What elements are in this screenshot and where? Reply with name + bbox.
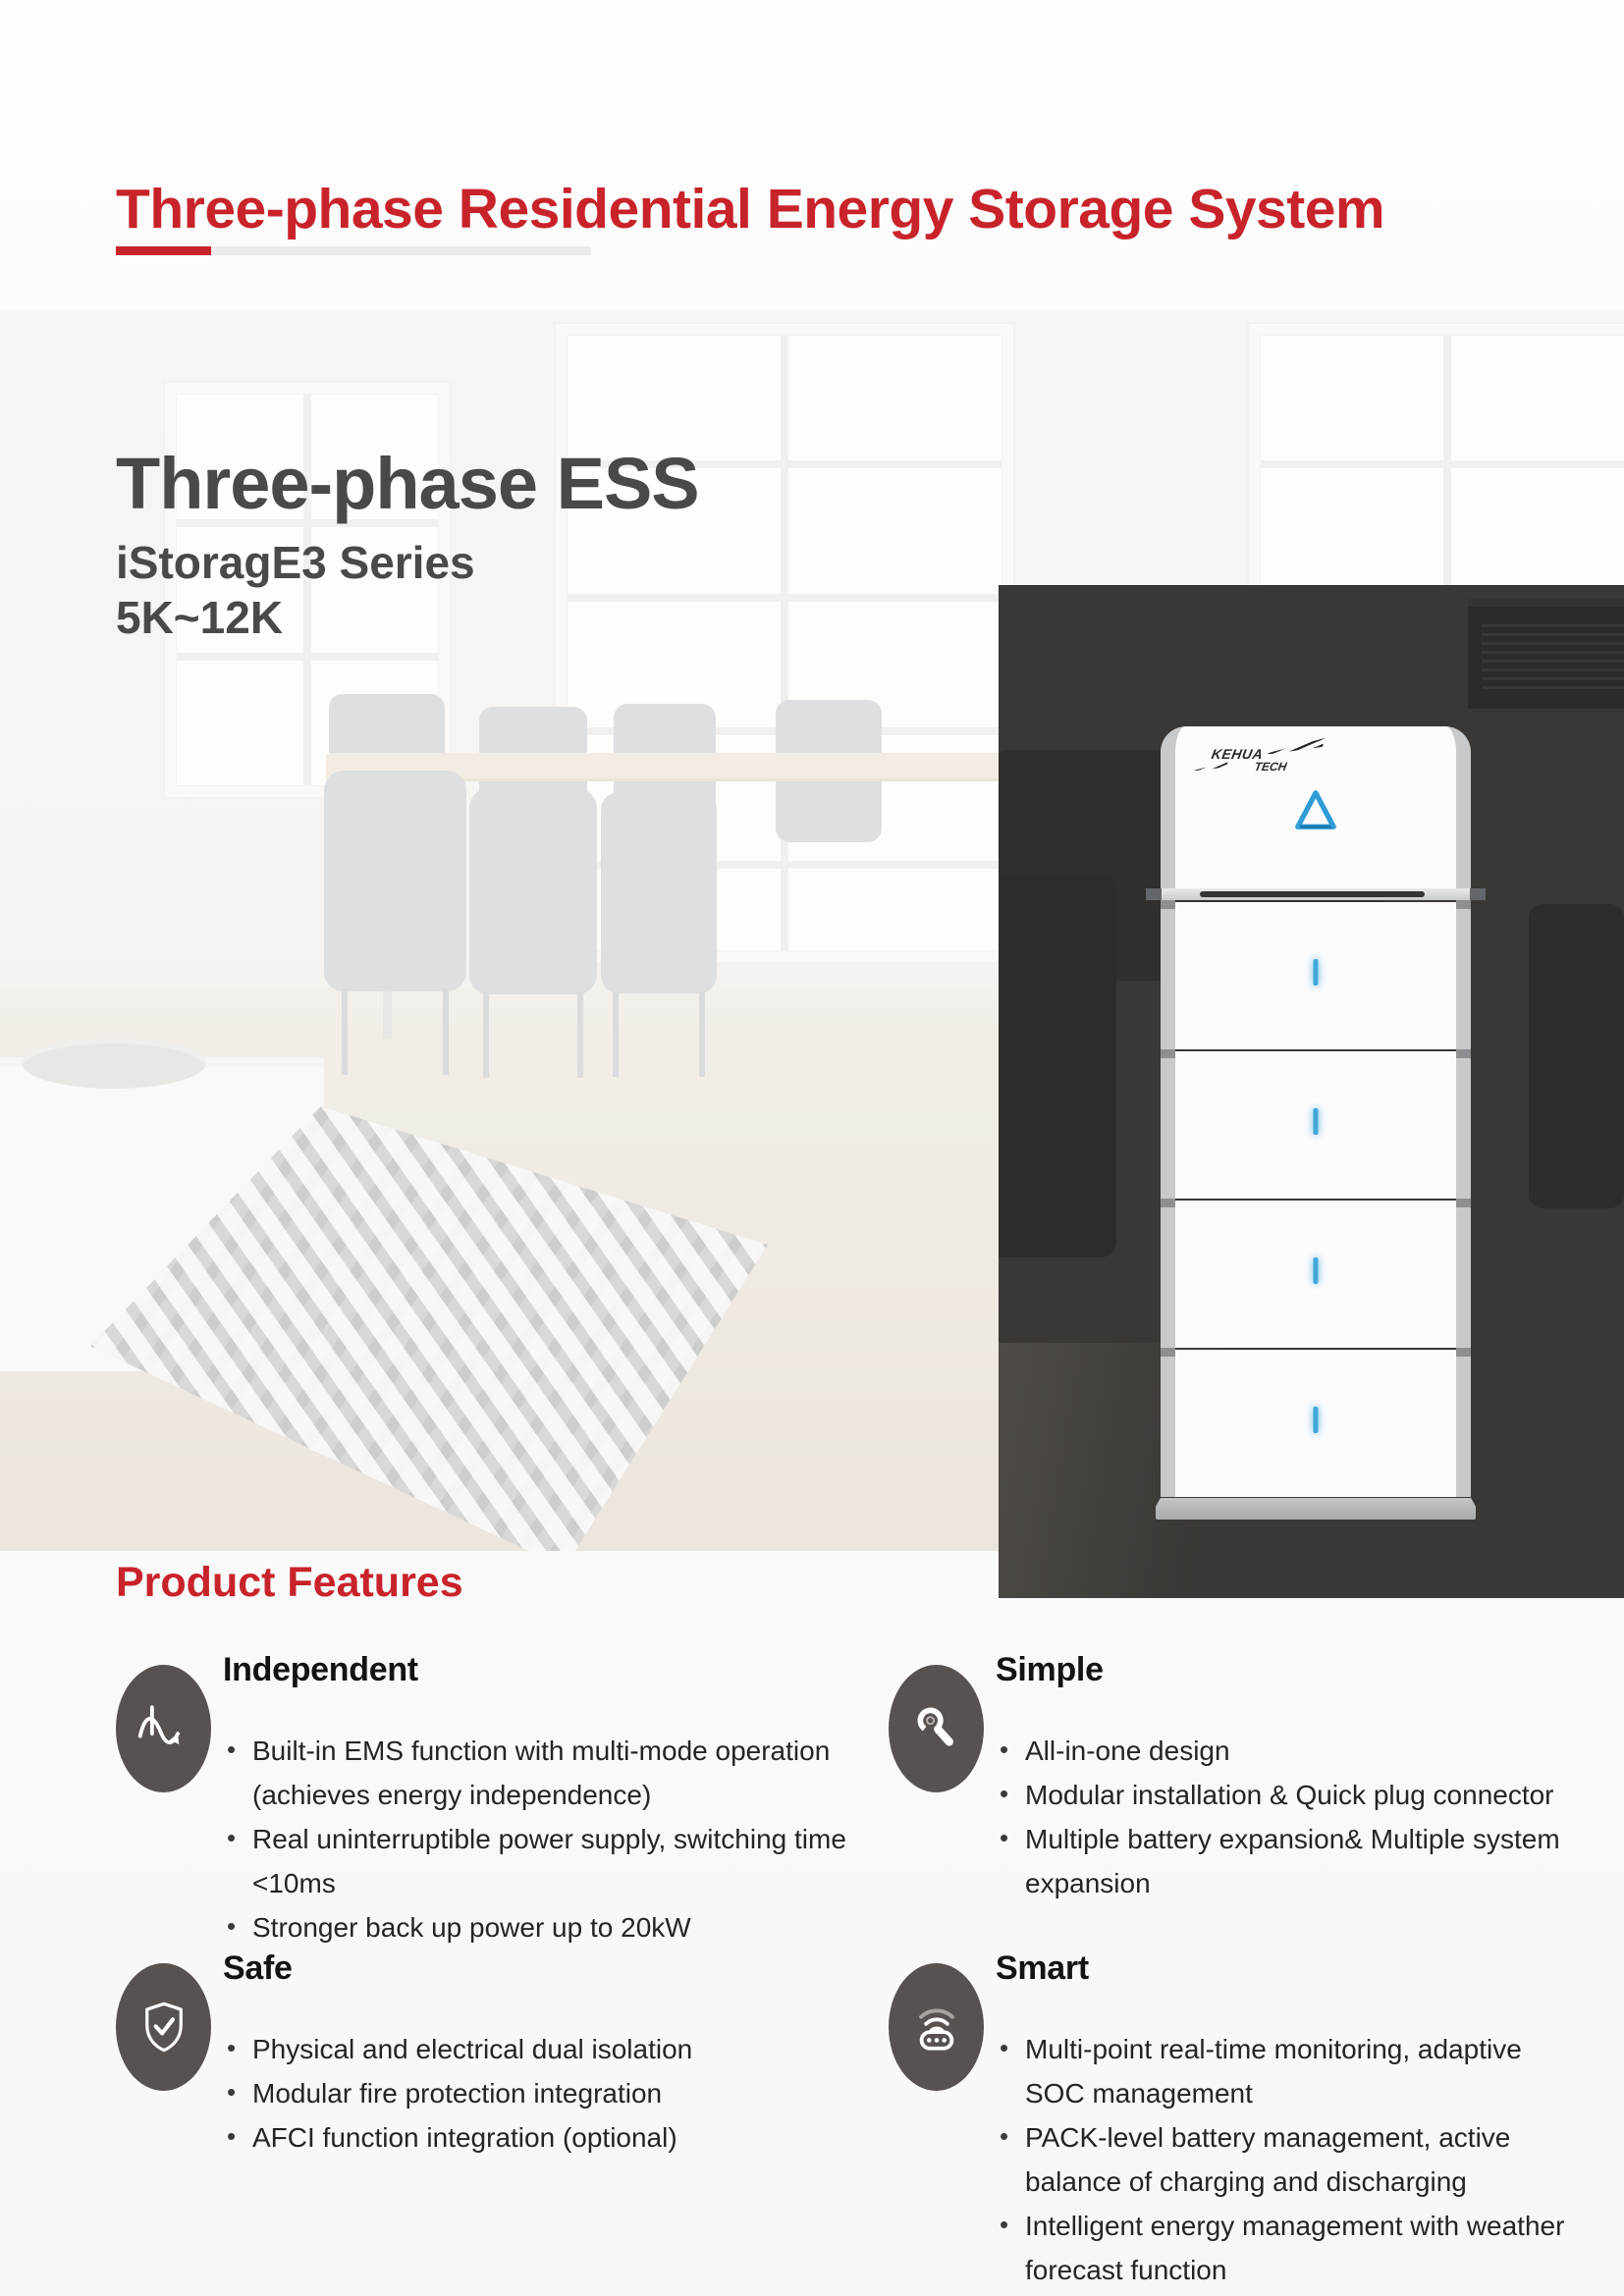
battery-led-indicator — [1314, 1257, 1319, 1284]
wifi-device-icon — [889, 1963, 984, 2091]
battery-module — [1161, 1350, 1471, 1497]
hero-power-range: 5K~12K — [116, 592, 284, 643]
feature-title: Safe — [223, 1949, 293, 1987]
feature-safe — [116, 1949, 889, 2292]
battery-led-indicator — [1314, 1407, 1319, 1433]
feature-bullet: • Physical and electrical dual isolation — [223, 2027, 692, 2071]
ess-tower — [1161, 726, 1471, 1520]
feature-bullet: • Multiple battery expansion& Multiple system expansion — [996, 1817, 1560, 1905]
feature-simple — [889, 1651, 1594, 1949]
device-base — [1156, 1498, 1476, 1520]
wrench-icon — [889, 1665, 984, 1792]
feature-title: Simple — [996, 1651, 1104, 1688]
feature-bullet: • All-in-one design — [996, 1729, 1560, 1773]
battery-module — [1161, 902, 1471, 1049]
title-underline-accent — [116, 246, 211, 255]
inverter-unit — [1161, 726, 1471, 888]
feature-bullet: • Intelligent energy management with weather forecast function — [996, 2204, 1564, 2292]
brand-word-bottom: TECH — [1253, 760, 1288, 774]
air-conditioner-graphic — [1468, 599, 1624, 709]
ac-grille-graphic — [1482, 624, 1624, 695]
title-underline — [116, 246, 591, 255]
feature-bullet: • Modular fire protection integration — [223, 2071, 692, 2115]
triangle-logo-icon — [1292, 787, 1339, 832]
shield-check-icon — [116, 1963, 211, 2091]
vent-strip — [1146, 888, 1486, 900]
feature-bullet: • AFCI function integration (optional) — [223, 2115, 692, 2160]
hero-heading: Three-phase ESS — [116, 443, 699, 524]
feature-bullet-list — [223, 2027, 692, 2160]
wing-logo-graphic — [1193, 762, 1228, 771]
feature-bullet-list — [223, 1729, 846, 1949]
waveform-icon — [116, 1665, 211, 1792]
chair-shadow-graphic — [999, 875, 1116, 1257]
features-heading: Product Features — [116, 1559, 463, 1606]
battery-led-indicator — [1314, 959, 1319, 986]
feature-bullet-list — [996, 1729, 1560, 1905]
battery-led-indicator — [1314, 1108, 1319, 1135]
page-title: Three-phase Residential Energy Storage System — [116, 178, 1385, 240]
battery-module — [1161, 1201, 1471, 1348]
feature-bullet: • Modular installation & Quick plug connector — [996, 1773, 1560, 1817]
feature-bullet: • PACK-level battery management, active balance of charging and discharging — [996, 2115, 1564, 2204]
feature-title: Smart — [996, 1949, 1089, 1987]
feature-title: Independent — [223, 1651, 418, 1688]
feature-bullet: • Multi-point real-time monitoring, adaptive SOC management — [996, 2027, 1564, 2115]
feature-bullet-list — [996, 2027, 1564, 2292]
brand-word-top: KEHUA — [1210, 746, 1265, 762]
chair-shadow-graphic — [1529, 904, 1624, 1208]
vent-slot-graphic — [1200, 891, 1425, 897]
hero-text-block — [116, 445, 699, 643]
features-grid — [116, 1651, 1594, 2292]
feature-bullet: • Stronger back up power up to 20kW — [223, 1905, 846, 1949]
battery-stack — [1161, 902, 1471, 1497]
feature-bullet: • Built-in EMS function with multi-mode operation (achieves energy independence) — [223, 1729, 846, 1817]
hero-series: iStoragE3 Series — [116, 537, 475, 588]
battery-module — [1161, 1051, 1471, 1199]
feature-independent — [116, 1651, 889, 1949]
feature-bullet: • Real uninterruptible power supply, switching time <10ms — [223, 1817, 846, 1905]
feature-smart — [889, 1949, 1594, 2292]
kehua-tech-logo — [1209, 746, 1291, 774]
